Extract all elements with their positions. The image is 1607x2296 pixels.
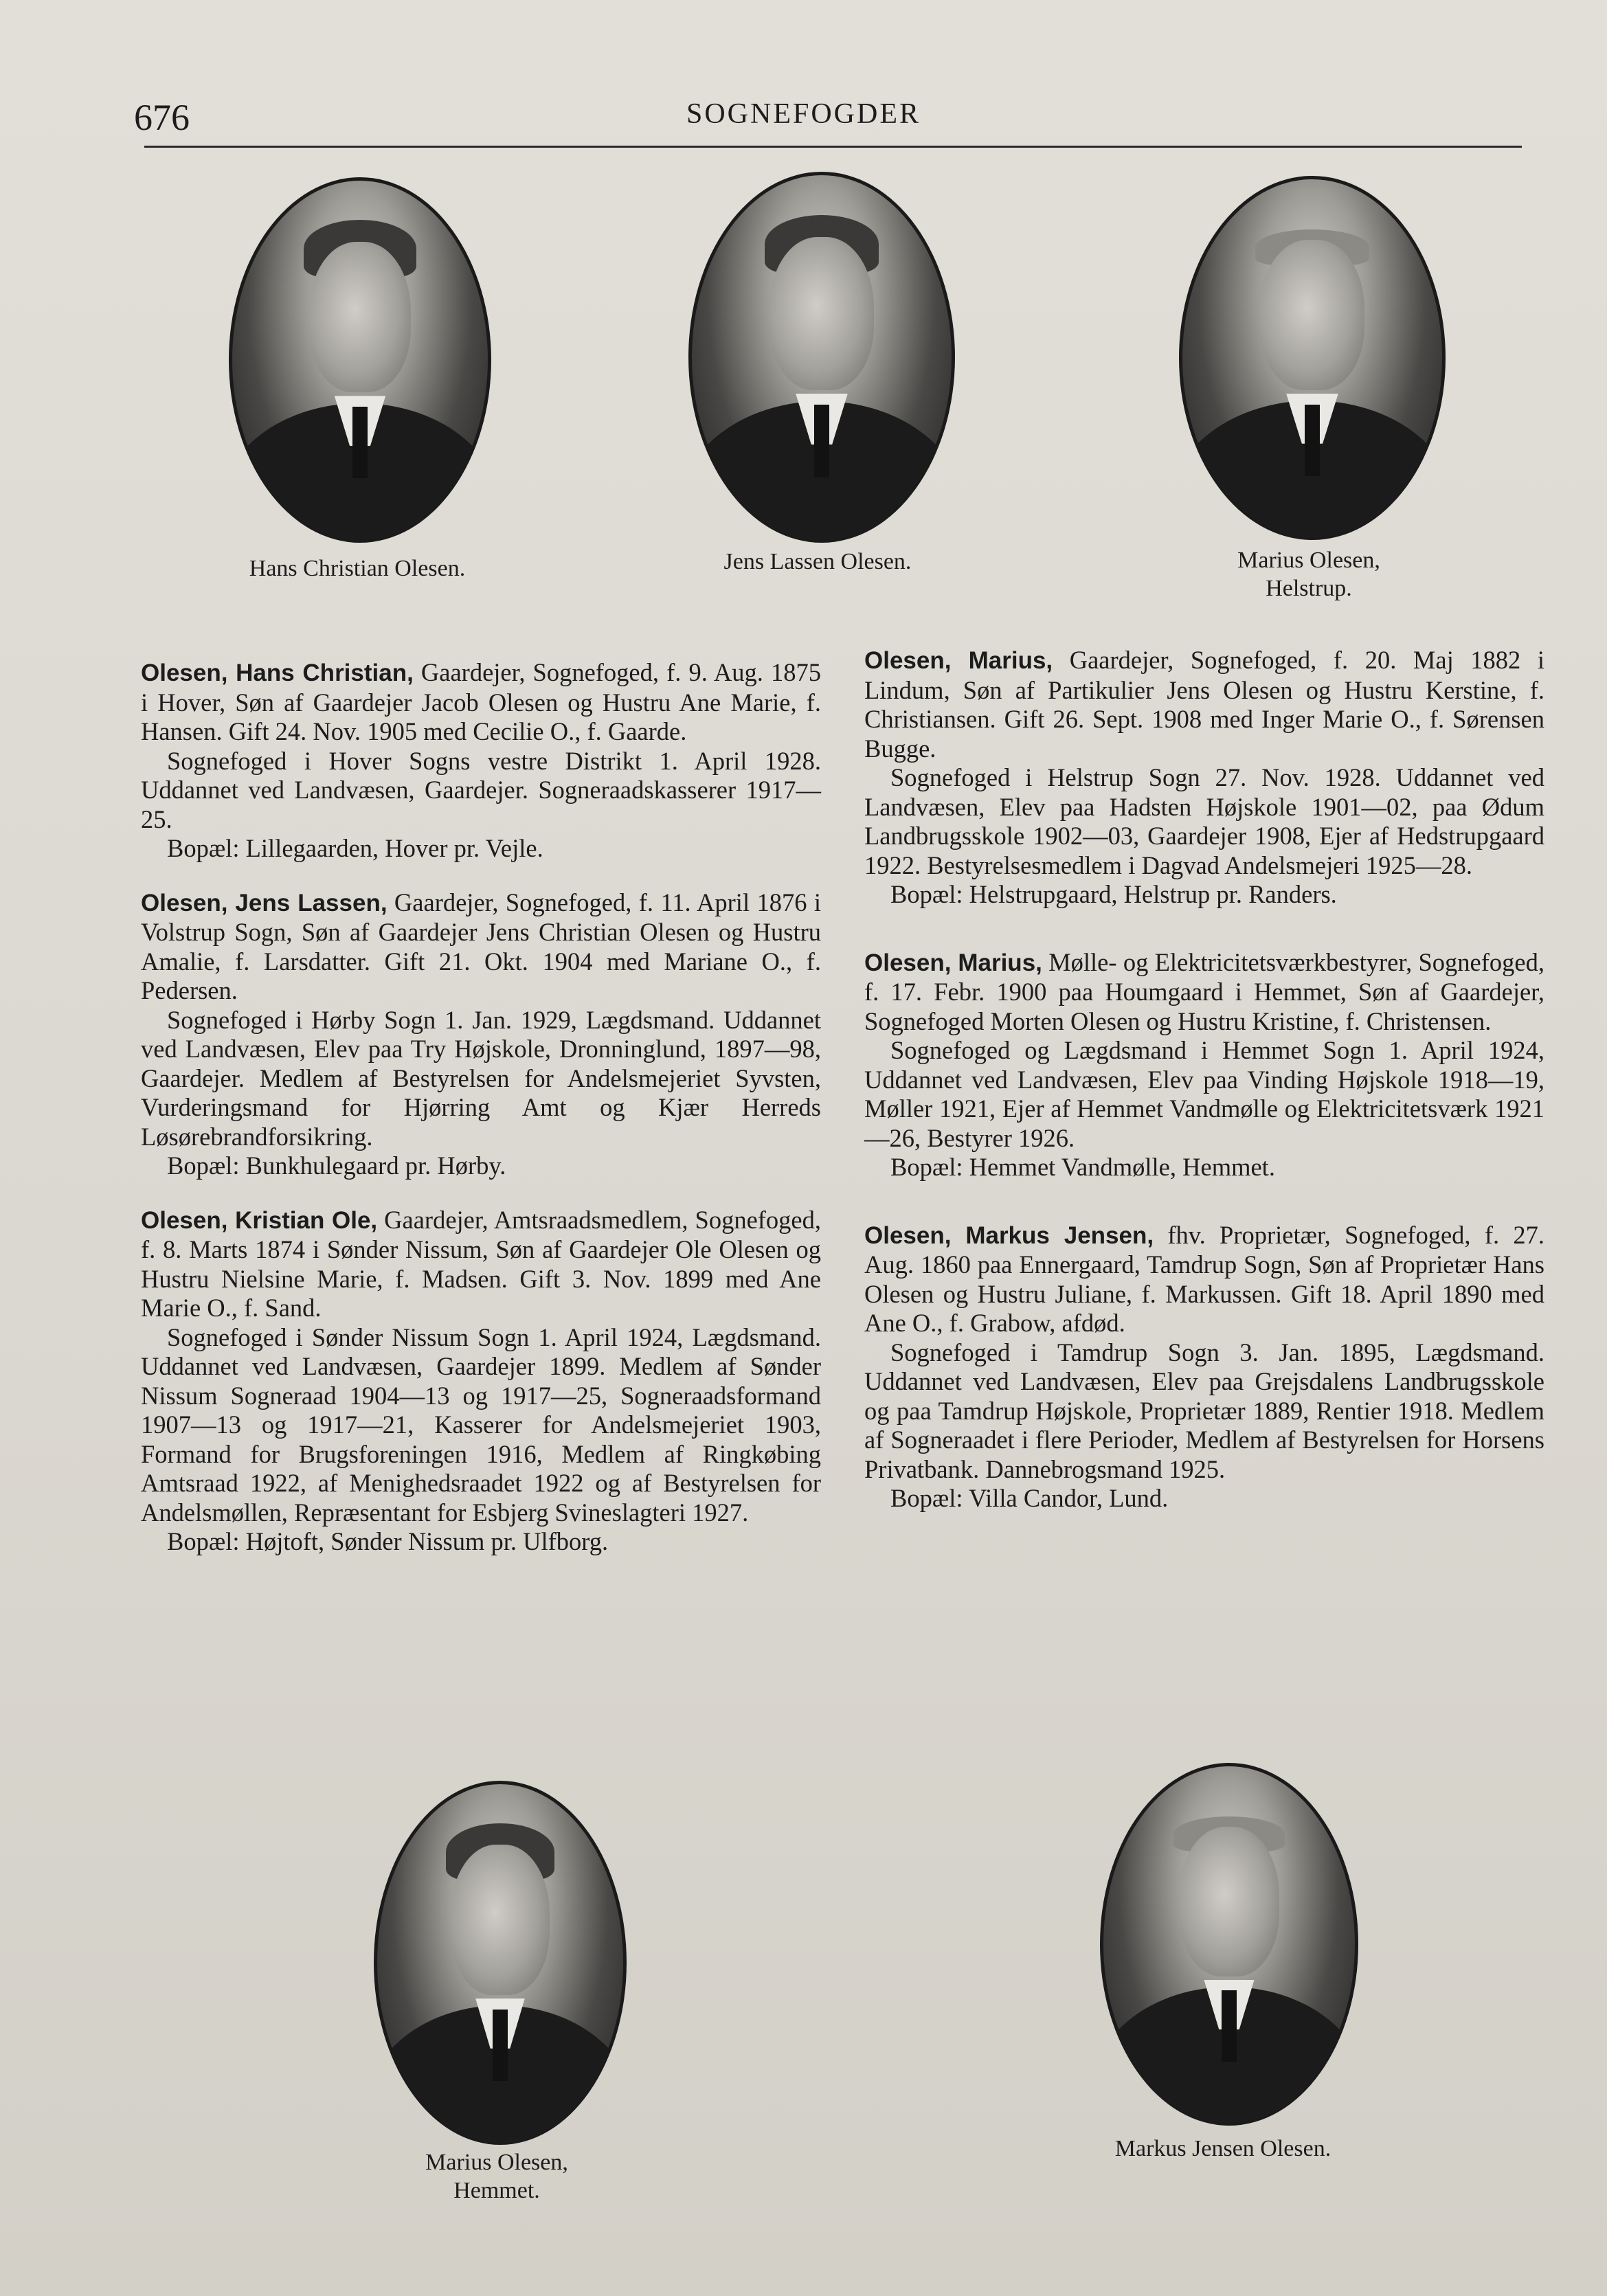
caption-line: Hemmet. — [453, 2177, 540, 2203]
caption-hans-christian-olesen — [192, 555, 522, 583]
entry-address: Bopæl: Højtoft, Sønder Nissum pr. Ulfborg. — [167, 1527, 609, 1555]
caption-text: Markus Jensen Olesen. — [1114, 2136, 1331, 2161]
entry-intro: Gaardejer, Sognefoged, f. 20. Maj 1882 i Lindum, Søn af Partikulier Jens Olesen og Hustru Kerstine, f. Christiansen. Gift 26. Sept. 1908 med Inger Marie O., f. Sørensen Bugge. — [864, 646, 1544, 763]
entry-intro: fhv. Proprietær, Sognefoged, f. 27. Aug. 1860 paa Ennergaard, Tamdrup Sogn, Søn af Proprietær Hans Olesen og Hustru Juliane, f. Markussen. Gift 18. April 1890 med Ane O., f. Grabow, afdød. — [864, 1220, 1544, 1337]
entry-marius-olesen-helstrup — [864, 646, 1544, 910]
entry-career: Sognefoged i Tamdrup Sogn 3. Jan. 1895, Lægdsmand. Uddannet ved Landvæsen, Elev paa Grejsdalens Landbrugsskole og paa Tamdrup Højskole, Proprietær 1889, Rentier 1918. Medlem af Sogneraadet i flere Perioder, Medlem af Bestyrelsen for Horsens Privatbank. Dannebrogsmand 1925. — [864, 1338, 1544, 1483]
entry-career: Sognefoged i Hover Sogns vestre Distrikt 1. April 1928. Uddannet ved Landvæsen, Gaardejer. Sogneraadskasserer 1917—25. — [141, 746, 821, 833]
entry-address: Bopæl: Lillegaarden, Hover pr. Vejle. — [167, 834, 543, 862]
portrait-jens-lassen-olesen — [688, 172, 955, 543]
header-rule — [144, 146, 1522, 148]
page-number: 676 — [134, 97, 190, 138]
entry-marius-olesen-hemmet — [864, 948, 1544, 1182]
entry-address: Bopæl: Bunkhulegaard pr. Hørby. — [167, 1151, 506, 1180]
caption-jens-lassen-olesen — [653, 548, 982, 576]
entry-name: Olesen, Marius, — [864, 949, 1042, 976]
entry-name: Olesen, Jens Lassen, — [141, 889, 387, 916]
caption-text: Hans Christian Olesen. — [249, 556, 466, 581]
caption-marius-olesen-helstrup — [1144, 547, 1474, 603]
caption-marius-olesen-hemmet — [332, 2149, 662, 2205]
entry-address: Bopæl: Villa Candor, Lund. — [890, 1484, 1169, 1512]
portrait-marius-olesen-hemmet — [374, 1781, 627, 2145]
entry-jens-lassen-olesen — [141, 888, 821, 1181]
entry-career: Sognefoged og Lægdsmand i Hemmet Sogn 1. April 1924, Uddannet ved Landvæsen, Elev paa Vinding Højskole 1918—19, Møller 1921, Ejer af Hemmet Vandmølle og Elektricitetsværk 1921—26, Bestyrer 1926. — [864, 1036, 1544, 1152]
entry-intro: Gaardejer, Sognefoged, f. 11. April 1876 i Volstrup Sogn, Søn af Gaardejer Jens Christian Olesen og Hustru Amalie, f. Larsdatter. Gift 21. Okt. 1904 med Mariane O., f. Pedersen. — [141, 888, 821, 1004]
caption-markus-jensen-olesen — [1058, 2135, 1388, 2163]
entry-name: Olesen, Markus Jensen, — [864, 1222, 1154, 1249]
entry-name: Olesen, Marius, — [864, 647, 1053, 674]
entry-address: Bopæl: Helstrupgaard, Helstrup pr. Randers. — [890, 880, 1337, 908]
portrait-markus-jensen-olesen — [1100, 1763, 1358, 2126]
entry-name: Olesen, Kristian Ole, — [141, 1206, 378, 1234]
right-column — [864, 646, 1544, 1513]
entry-markus-jensen-olesen — [864, 1221, 1544, 1513]
caption-line: Marius Olesen, — [425, 2150, 568, 2175]
entry-career: Sognefoged i Sønder Nissum Sogn 1. April 1924, Lægdsmand. Uddannet ved Landvæsen, Gaardejer 1899. Medlem af Sønder Nissum Sogneraad 1904—13 og 1917—25, Sogneraadsformand 1907—13 og 1917—21, Kasserer for Andelsmejeriet 1903, Formand for Brugsforeningen 1916, Medlem af Ringkøbing Amtsraad 1922, af Menighedsraadet 1922 og af Bestyrelsen for Andelsmøllen, Repræsentant for Esbjerg Svineslagteri 1927. — [141, 1323, 821, 1527]
entry-kristian-ole-olesen — [141, 1206, 821, 1557]
portrait-marius-olesen-helstrup — [1179, 176, 1446, 540]
entry-intro: Gaardejer, Sognefoged, f. 9. Aug. 1875 i Hover, Søn af Gaardejer Jacob Olesen og Hustru Ane Marie, f. Hansen. Gift 24. Nov. 1905 med Cecilie O., f. Gaarde. — [141, 658, 821, 745]
entry-career: Sognefoged i Hørby Sogn 1. Jan. 1929, Lægdsmand. Uddannet ved Landvæsen, Elev paa Try Højskole, Dronninglund, 1897—98, Gaardejer. Medlem af Bestyrelsen for Andelsmejeriet Syvsten, Vurderingsmand for Hjørring Amt og Kjær Herreds Løsørebrandforsikring. — [141, 1005, 821, 1151]
entry-career: Sognefoged i Helstrup Sogn 27. Nov. 1928. Uddannet ved Landvæsen, Elev paa Hadsten Højskole 1901—02, paa Ødum Landbrugsskole 1902—03, Gaardejer 1908, Ejer af Hedstrupgaard 1922. Bestyrelsesmedlem i Dagvad Andelsmejeri 1925—28. — [864, 763, 1544, 879]
caption-line: Marius Olesen, — [1237, 548, 1380, 573]
running-head: SOGNEFOGDER — [686, 98, 921, 130]
caption-line: Helstrup. — [1266, 575, 1352, 601]
entry-intro: Gaardejer, Amtsraadsmedlem, Sognefoged, f. 8. Marts 1874 i Sønder Nissum, Søn af Gaardejer Ole Olesen og Hustru Nielsine Marie, f. Madsen. Gift 3. Nov. 1899 med Ane Marie O., f. Sand. — [141, 1205, 822, 1322]
entry-name: Olesen, Hans Christian, — [141, 660, 414, 686]
entry-address: Bopæl: Hemmet Vandmølle, Hemmet. — [890, 1153, 1275, 1181]
entry-hans-christian-olesen — [141, 658, 821, 864]
entry-intro: Mølle- og Elektricitetsværkbestyrer, Sognefoged, f. 17. Febr. 1900 paa Houmgaard i Hemmet, Søn af Gaardejer, Sognefoged Morten Olesen og Hustru Kristine, f. Christensen. — [864, 947, 1544, 1035]
left-column — [141, 658, 821, 1557]
caption-text: Jens Lassen Olesen. — [723, 549, 912, 574]
portrait-hans-christian-olesen — [229, 177, 491, 543]
